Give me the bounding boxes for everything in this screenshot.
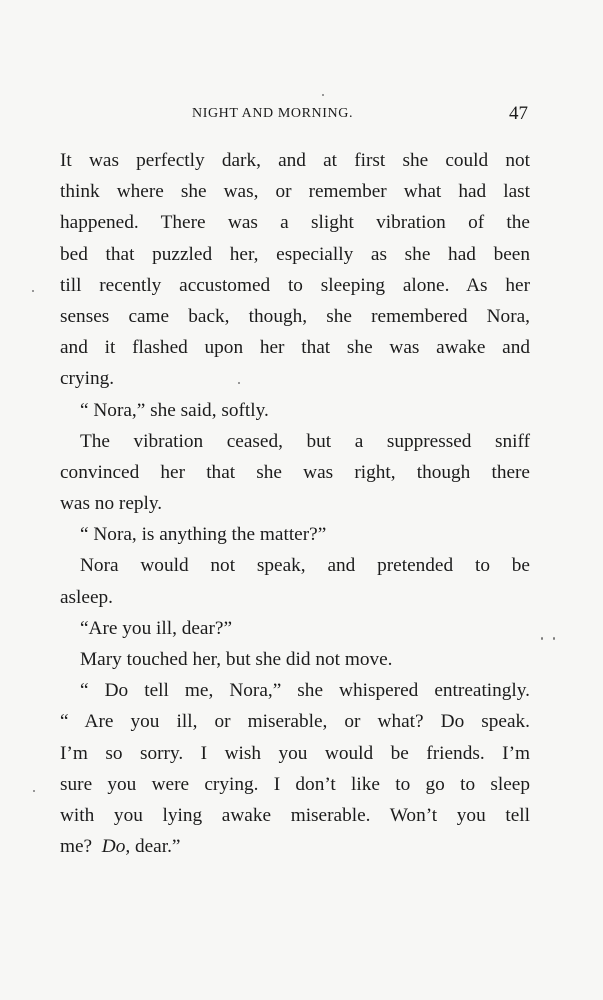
text-line: with you lying awake miserable. Won’t you tell [60, 804, 530, 826]
text-line: was no reply. [60, 493, 163, 515]
text-line: happened. There was a slight vibration of the [60, 212, 530, 234]
text-line: “ Nora, is anything the matter?” [80, 524, 327, 546]
text-line: convinced her that she was right, though there [60, 461, 530, 483]
print-speck [553, 637, 555, 640]
text-line: I’m so sorry. I wish you would be friends. I’m [60, 742, 530, 764]
text-line: senses came back, though, she remembered Nora, [60, 305, 530, 327]
text-line: It was perfectly dark, and at first she could not [60, 150, 530, 171]
text-line: “ Do tell me, Nora,” she whispered entreatingly. [80, 680, 530, 702]
text-line: asleep. [60, 586, 113, 608]
page-number: 47 [509, 103, 528, 124]
text-line: bed that puzzled her, especially as she had been [60, 243, 530, 265]
text-line: Mary touched her, but she did not move. [80, 649, 393, 670]
body-text [60, 145, 530, 862]
text-line-last [60, 831, 530, 862]
text-fragment: dear.” [134, 836, 181, 858]
text-line: till recently accustomed to sleeping alone. As her [60, 274, 530, 296]
text-line: sure you were crying. I don’t like to go to sleep [60, 773, 530, 795]
print-speck [322, 94, 324, 96]
print-speck [33, 790, 35, 792]
text-line: think where she was, or remember what had last [60, 181, 530, 203]
text-line: “ Are you ill, or miserable, or what? Do speak. [60, 711, 530, 733]
page-header [60, 103, 528, 125]
text-line: crying. [60, 368, 115, 390]
italic-emphasis: Do, [101, 836, 131, 858]
text-line: “Are you ill, dear?” [80, 617, 233, 639]
print-speck [32, 290, 34, 292]
text-line: and it flashed upon her that she was awake and [60, 337, 530, 359]
print-speck [238, 382, 240, 384]
running-title: NIGHT AND MORNING. [192, 106, 354, 121]
text-line: “ Nora,” she said, softly. [80, 399, 269, 421]
text-fragment: me? [60, 836, 93, 858]
text-line: Nora would not speak, and pretended to be [80, 555, 530, 577]
print-speck [541, 637, 543, 640]
text-line: The vibration ceased, but a suppressed sniff [80, 430, 530, 452]
